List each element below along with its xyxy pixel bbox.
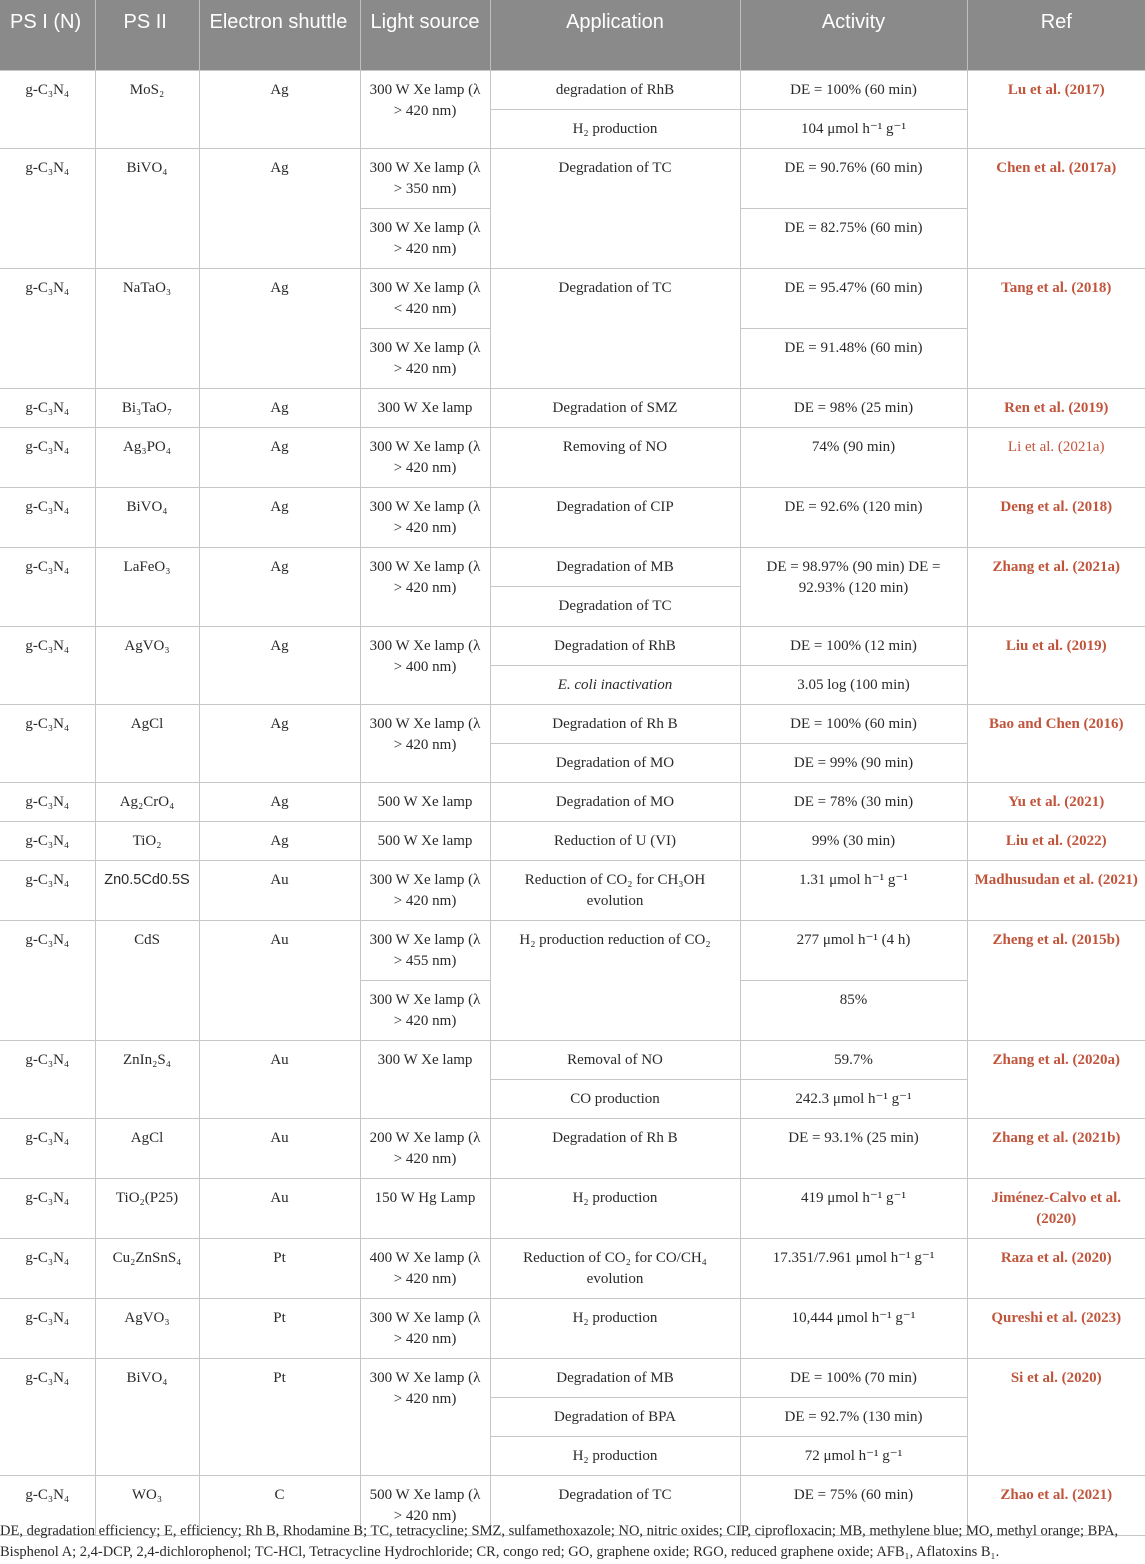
activity-cell: DE = 100% (60 min)	[740, 704, 967, 743]
activity-cell: DE = 100% (12 min)	[740, 626, 967, 665]
application-cell: Degradation of TC	[490, 586, 740, 626]
light-source-cell: 300 W Xe lamp (λ > 420 nm)	[360, 208, 490, 268]
light-source-cell: 300 W Xe lamp	[360, 388, 490, 427]
activity-cell: DE = 92.7% (130 min)	[740, 1397, 967, 1436]
activity-cell: DE = 98% (25 min)	[740, 388, 967, 427]
activity-cell: DE = 90.76% (60 min)	[740, 148, 967, 208]
light-source-cell: 200 W Xe lamp (λ > 420 nm)	[360, 1118, 490, 1178]
application-cell: Removal of NO	[490, 1040, 740, 1079]
ps1-cell: g-C₃N₄	[0, 547, 95, 626]
table-footnote: DE, degradation efficiency; E, efficiency; Rh B, Rhodamine B; TC, tetracycline; SMZ, sulfamethoxazole; NO, nitric oxides; CIP, ciprofloxacin; MB, methylene blue; MO, methyl orange; BPA, Bisphenol A; 2,4-DCP, 2,4-dichlorophenol; TC-HCl, Tetracycline Hydrochloride; CR, congo red; GO, graphene oxide; RGO, reduced graphene oxide; AFB₁, Aflatoxins B₁.	[0, 1523, 1119, 1560]
ps1-cell: g-C₃N₄	[0, 388, 95, 427]
application-cell: Reduction of U (VI)	[490, 821, 740, 860]
ps2-cell: BiVO₄	[95, 1358, 199, 1475]
ps1-cell: g-C₃N₄	[0, 1298, 95, 1358]
application-cell: Degradation of MB	[490, 547, 740, 586]
table-row	[0, 1358, 1145, 1397]
light-source-cell: 500 W Xe lamp	[360, 821, 490, 860]
activity-cell: DE = 99% (90 min)	[740, 743, 967, 782]
shuttle-cell: C	[199, 1475, 360, 1535]
light-source-cell: 300 W Xe lamp (λ > 420 nm)	[360, 427, 490, 487]
ps2-cell: AgCl	[95, 1118, 199, 1178]
application-cell: Degradation of CIP	[490, 487, 740, 547]
ps1-cell: g-C₃N₄	[0, 1475, 95, 1535]
application-cell: degradation of RhB	[490, 70, 740, 109]
table-row	[0, 1178, 1145, 1238]
ref-link[interactable]: Tang et al. (2018)	[967, 268, 1145, 388]
shuttle-cell: Ag	[199, 148, 360, 268]
activity-cell: DE = 100% (60 min)	[740, 70, 967, 109]
ref-link[interactable]: Zhang et al. (2021a)	[967, 547, 1145, 626]
application-cell: Degradation of MO	[490, 743, 740, 782]
ps1-cell: g-C₃N₄	[0, 1238, 95, 1298]
ps1-cell: g-C₃N₄	[0, 821, 95, 860]
ref-link[interactable]: Madhusudan et al. (2021)	[967, 860, 1145, 920]
ps2-cell: Ag₃PO₄	[95, 427, 199, 487]
light-source-cell: 300 W Xe lamp (λ > 420 nm)	[360, 980, 490, 1040]
light-source-cell: 300 W Xe lamp (λ > 420 nm)	[360, 704, 490, 782]
light-source-cell: 300 W Xe lamp (λ > 420 nm)	[360, 70, 490, 148]
ref-link[interactable]: Qureshi et al. (2023)	[967, 1298, 1145, 1358]
ps2-cell: ZnIn₂S₄	[95, 1040, 199, 1118]
ref-link[interactable]: Raza et al. (2020)	[967, 1238, 1145, 1298]
shuttle-cell: Ag	[199, 704, 360, 782]
application-cell: Reduction of CO₂ for CO/CH₄ evolution	[490, 1238, 740, 1298]
ps2-cell: TiO₂	[95, 821, 199, 860]
activity-cell: 277 μmol h⁻¹ (4 h)	[740, 920, 967, 980]
ref-link[interactable]: Deng et al. (2018)	[967, 487, 1145, 547]
table-row	[0, 388, 1145, 427]
application-cell: H₂ production reduction of CO₂	[490, 920, 740, 1040]
ref-link[interactable]: Zhang et al. (2021b)	[967, 1118, 1145, 1178]
ps1-cell: g-C₃N₄	[0, 1040, 95, 1118]
light-source-cell: 300 W Xe lamp (λ > 420 nm)	[360, 487, 490, 547]
shuttle-cell: Ag	[199, 547, 360, 626]
activity-cell: 85%	[740, 980, 967, 1040]
shuttle-cell: Ag	[199, 268, 360, 388]
ref-link[interactable]: Liu et al. (2019)	[967, 626, 1145, 704]
table-row	[0, 626, 1145, 665]
table-body	[0, 70, 1145, 1535]
shuttle-cell: Au	[199, 1040, 360, 1118]
activity-cell: 17.351/7.961 μmol h⁻¹ g⁻¹	[740, 1238, 967, 1298]
application-cell: E. coli inactivation	[490, 665, 740, 704]
shuttle-cell: Au	[199, 920, 360, 1040]
light-source-cell: 150 W Hg Lamp	[360, 1178, 490, 1238]
shuttle-cell: Pt	[199, 1238, 360, 1298]
ps1-cell: g-C₃N₄	[0, 704, 95, 782]
ps2-cell: LaFeO₃	[95, 547, 199, 626]
activity-cell: DE = 98.97% (90 min) DE = 92.93% (120 min)	[740, 547, 967, 626]
ps2-cell: Zn0.5Cd0.5S	[95, 860, 199, 920]
ps1-cell: g-C₃N₄	[0, 427, 95, 487]
shuttle-cell: Ag	[199, 487, 360, 547]
ps2-cell: AgVO₃	[95, 1298, 199, 1358]
activity-cell: 59.7%	[740, 1040, 967, 1079]
table-row	[0, 1298, 1145, 1358]
light-source-cell: 300 W Xe lamp (λ > 350 nm)	[360, 148, 490, 208]
ref-link[interactable]: Jiménez-Calvo et al. (2020)	[967, 1178, 1145, 1238]
ref-link[interactable]: Ren et al. (2019)	[967, 388, 1145, 427]
activity-cell: 74% (90 min)	[740, 427, 967, 487]
table-row	[0, 547, 1145, 586]
activity-cell: DE = 100% (70 min)	[740, 1358, 967, 1397]
activity-cell: DE = 92.6% (120 min)	[740, 487, 967, 547]
ps1-cell: g-C₃N₄	[0, 268, 95, 388]
header-electron-shuttle: Electron shuttle	[199, 0, 360, 70]
application-cell: H₂ production	[490, 109, 740, 148]
activity-cell: 10,444 μmol h⁻¹ g⁻¹	[740, 1298, 967, 1358]
activity-cell: 99% (30 min)	[740, 821, 967, 860]
shuttle-cell: Ag	[199, 626, 360, 704]
activity-cell: DE = 82.75% (60 min)	[740, 208, 967, 268]
shuttle-cell: Pt	[199, 1358, 360, 1475]
header-application: Application	[490, 0, 740, 70]
light-source-cell: 300 W Xe lamp (λ > 420 nm)	[360, 547, 490, 626]
ps1-cell: g-C₃N₄	[0, 148, 95, 268]
application-cell: Degradation of BPA	[490, 1397, 740, 1436]
application-cell: Removing of NO	[490, 427, 740, 487]
ps2-cell: WO₃	[95, 1475, 199, 1535]
table-row	[0, 1040, 1145, 1079]
light-source-cell: 300 W Xe lamp (λ > 455 nm)	[360, 920, 490, 980]
light-source-cell: 500 W Xe lamp (λ > 420 nm)	[360, 1475, 490, 1535]
application-cell: Degradation of MO	[490, 782, 740, 821]
ps2-cell: Bi₃TaO₇	[95, 388, 199, 427]
ref-link[interactable]: Lu et al. (2017)	[967, 70, 1145, 148]
ref-link[interactable]: Zheng et al. (2015b)	[967, 920, 1145, 1040]
ps2-cell: BiVO₄	[95, 148, 199, 268]
activity-cell: DE = 75% (60 min)	[740, 1475, 967, 1535]
header-light-source: Light source	[360, 0, 490, 70]
header-activity: Activity	[740, 0, 967, 70]
application-cell: H₂ production	[490, 1178, 740, 1238]
activity-cell: 1.31 μmol h⁻¹ g⁻¹	[740, 860, 967, 920]
ps2-cell: BiVO₄	[95, 487, 199, 547]
light-source-cell: 300 W Xe lamp (λ > 420 nm)	[360, 860, 490, 920]
light-source-cell: 300 W Xe lamp (λ > 400 nm)	[360, 626, 490, 704]
ps1-cell: g-C₃N₄	[0, 782, 95, 821]
ps1-cell: g-C₃N₄	[0, 860, 95, 920]
ps2-cell: MoS₂	[95, 70, 199, 148]
ps1-cell: g-C₃N₄	[0, 70, 95, 148]
shuttle-cell: Ag	[199, 782, 360, 821]
shuttle-cell: Au	[199, 860, 360, 920]
shuttle-cell: Au	[199, 1118, 360, 1178]
ps2-cell: AgVO₃	[95, 626, 199, 704]
ps1-cell: g-C₃N₄	[0, 920, 95, 1040]
light-source-cell: 500 W Xe lamp	[360, 782, 490, 821]
table-row	[0, 782, 1145, 821]
ref-link[interactable]: Bao and Chen (2016)	[967, 704, 1145, 782]
header-ps1: PS I (N)	[0, 0, 95, 70]
ps1-cell: g-C₃N₄	[0, 487, 95, 547]
table-row	[0, 148, 1145, 208]
light-source-cell: 400 W Xe lamp (λ > 420 nm)	[360, 1238, 490, 1298]
ref-link[interactable]: Yu et al. (2021)	[967, 782, 1145, 821]
shuttle-cell: Au	[199, 1178, 360, 1238]
application-cell: H₂ production	[490, 1298, 740, 1358]
activity-cell: 72 μmol h⁻¹ g⁻¹	[740, 1436, 967, 1475]
ref-link[interactable]: Liu et al. (2022)	[967, 821, 1145, 860]
ps2-cell: TiO₂(P25)	[95, 1178, 199, 1238]
application-cell: Degradation of SMZ	[490, 388, 740, 427]
application-cell: Degradation of TC	[490, 1475, 740, 1535]
light-source-cell: 300 W Xe lamp	[360, 1040, 490, 1118]
ps2-cell: NaTaO₃	[95, 268, 199, 388]
table-row	[0, 1118, 1145, 1178]
table-row	[0, 860, 1145, 920]
activity-cell: DE = 95.47% (60 min)	[740, 268, 967, 328]
ps1-cell: g-C₃N₄	[0, 1358, 95, 1475]
table-row	[0, 821, 1145, 860]
ps2-cell: Cu₂ZnSnS₄	[95, 1238, 199, 1298]
table-header	[0, 0, 1145, 70]
application-cell: CO production	[490, 1079, 740, 1118]
table-row	[0, 487, 1145, 547]
table-row	[0, 1238, 1145, 1298]
light-source-cell: 300 W Xe lamp (λ > 420 nm)	[360, 1358, 490, 1475]
ps1-cell: g-C₃N₄	[0, 626, 95, 704]
light-source-cell: 300 W Xe lamp (λ < 420 nm)	[360, 268, 490, 328]
shuttle-cell: Pt	[199, 1298, 360, 1358]
activity-cell: 419 μmol h⁻¹ g⁻¹	[740, 1178, 967, 1238]
ref-link[interactable]: Zhao et al. (2021)	[967, 1475, 1145, 1535]
table-row	[0, 268, 1145, 328]
ref-link[interactable]: Li et al. (2021a)	[967, 427, 1145, 487]
application-cell: Degradation of TC	[490, 268, 740, 388]
activity-cell: DE = 91.48% (60 min)	[740, 328, 967, 388]
ps1-cell: g-C₃N₄	[0, 1118, 95, 1178]
activity-cell: 3.05 log (100 min)	[740, 665, 967, 704]
table-row	[0, 704, 1145, 743]
ps2-cell: Ag₂CrO₄	[95, 782, 199, 821]
application-cell: Degradation of MB	[490, 1358, 740, 1397]
ps1-cell: g-C₃N₄	[0, 1178, 95, 1238]
application-cell: Degradation of RhB	[490, 626, 740, 665]
application-cell: H₂ production	[490, 1436, 740, 1475]
ref-link[interactable]: Zhang et al. (2020a)	[967, 1040, 1145, 1118]
ps2-cell: AgCl	[95, 704, 199, 782]
ref-link[interactable]: Chen et al. (2017a)	[967, 148, 1145, 268]
header-ps2: PS II	[95, 0, 199, 70]
application-cell: Reduction of CO₂ for CH₃OH evolution	[490, 860, 740, 920]
activity-cell: 242.3 μmol h⁻¹ g⁻¹	[740, 1079, 967, 1118]
activity-cell: DE = 93.1% (25 min)	[740, 1118, 967, 1178]
light-source-cell: 300 W Xe lamp (λ > 420 nm)	[360, 328, 490, 388]
activity-cell: 104 μmol h⁻¹ g⁻¹	[740, 109, 967, 148]
light-source-cell: 300 W Xe lamp (λ > 420 nm)	[360, 1298, 490, 1358]
application-cell: Degradation of TC	[490, 148, 740, 268]
table-row	[0, 70, 1145, 109]
header-ref: Ref	[967, 0, 1145, 70]
table-row	[0, 427, 1145, 487]
shuttle-cell: Ag	[199, 388, 360, 427]
application-cell: Degradation of Rh B	[490, 704, 740, 743]
shuttle-cell: Ag	[199, 821, 360, 860]
activity-cell: DE = 78% (30 min)	[740, 782, 967, 821]
table-row	[0, 920, 1145, 980]
shuttle-cell: Ag	[199, 70, 360, 148]
ref-link[interactable]: Si et al. (2020)	[967, 1358, 1145, 1475]
application-cell: Degradation of Rh B	[490, 1118, 740, 1178]
shuttle-cell: Ag	[199, 427, 360, 487]
ps2-cell: CdS	[95, 920, 199, 1040]
